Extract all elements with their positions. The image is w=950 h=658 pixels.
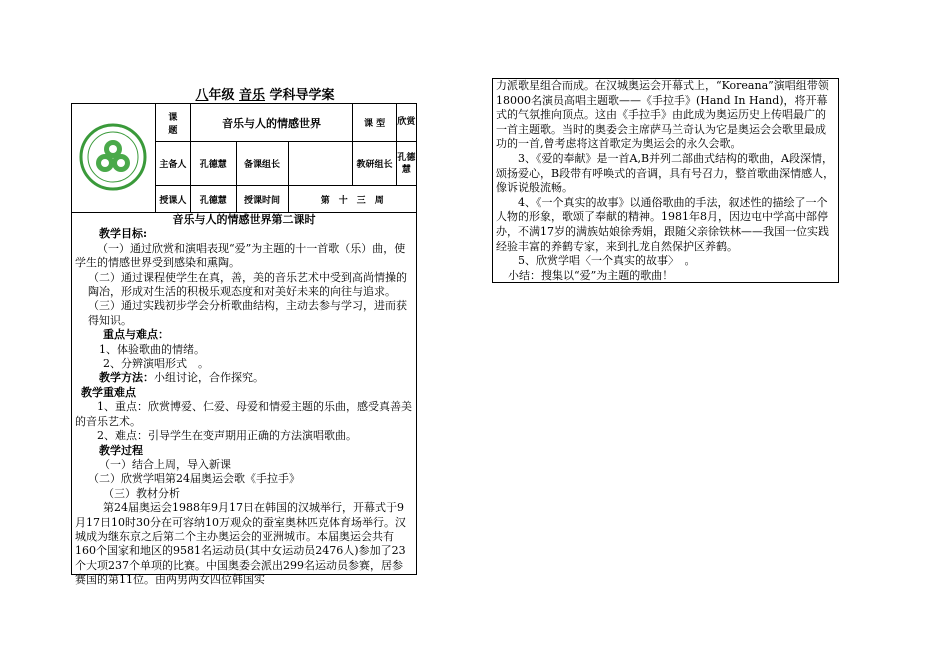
- focus-1: 1、重点：欣赏博爱、仁爱、母爱和情爱主题的乐曲，感受真善美的音乐艺术。: [75, 400, 412, 428]
- group-leader-value: [288, 142, 353, 186]
- right-item-5: 5、欣赏学唱〈一个真实的故事〉 。: [518, 254, 696, 268]
- label-type: 课 型: [353, 104, 397, 142]
- topic-value: 音乐与人的情感世界: [190, 104, 352, 142]
- label-group-leader: 备课组长: [236, 142, 288, 186]
- subject-value: 音乐: [239, 88, 266, 103]
- type-value: 欣赏: [396, 104, 416, 142]
- preparer-value: 孔德慧: [190, 142, 236, 186]
- label-teacher: 授课人: [155, 186, 190, 213]
- analysis-text: 第24届奥运会1988年9月17日在韩国的汉城举行，开幕式于9月17日10时30分在可容纳10万观众的蚕室奥林匹克体育场举行。汉城成为继东京之后第二个主办奥运会的亚洲城市。本届奥运会共有160个国家和地区的9581名运动员(其中女运动员2476人)参加了23个大项237个单项的比赛。中国奥委会派出299名运动员参赛，居参赛国的第11位。由两男两女四位韩国实: [75, 501, 406, 587]
- time-value: 第 十 三 周: [288, 186, 416, 213]
- step-3: （三）教材分析: [103, 486, 180, 500]
- right-para-2: 3、《爱的奉献》是一首A,B并列二部曲式结构的歌曲，A段深情，颂扬爱心，B段带有呼唤式的音调，具有号召力，整首歌曲深情感人，像诉说般流畅。: [496, 151, 835, 195]
- label-research-leader: 教研组长: [353, 142, 397, 186]
- key-heading: 重点与难点：: [103, 328, 169, 342]
- right-para-3: 4、《一个真实的故事》以通俗歌曲的手法，叙述性的描绘了一个人物的形象，歌颂了奉献的精神。1981年8月，因边屯中学高中部停办，不满17岁的满族姑娘徐秀娟，跟随父亲徐铁林——我国一位实践经验丰富的养鹤专家，来到扎龙自然保护区养鹤。: [496, 195, 829, 253]
- goal-2: （二）通过课程使学生在真，善，美的音乐艺术中受到高尚情操的陶冶，形成对生活的积极乐观态度和对美好未来的向往与追求。: [88, 270, 407, 299]
- teacher-value: 孔德慧: [190, 186, 236, 213]
- school-logo: [72, 104, 156, 213]
- goal-1: （一）通过欣赏和演唱表现“爱”为主题的十一首歌（乐）曲，使学生的情感世界受到感染和熏陶。: [75, 241, 406, 270]
- key-2: 2、分辨演唱形式 。: [103, 357, 209, 371]
- focus-2: 2、难点：引导学生在变声期用正确的方法演唱歌曲。: [97, 429, 357, 443]
- continued-text-box: [492, 78, 839, 283]
- step-2: （二）欣赏学唱第24届奥运会歌《手拉手》: [88, 472, 300, 486]
- label-preparer: 主备人: [155, 142, 190, 186]
- focus-heading: 教学重难点: [81, 385, 136, 399]
- grade-suffix: 年级: [208, 88, 235, 103]
- method-line: [75, 371, 413, 385]
- lesson-body: [71, 213, 417, 587]
- method-value: 小组讨论，合作探究。: [154, 371, 264, 385]
- step-1: （一）结合上周，导入新课: [99, 457, 231, 471]
- summary: 小结：搜集以“爱”为主题的歌曲！: [508, 268, 674, 282]
- document-title: [150, 84, 380, 103]
- key-1: 1、体验歌曲的情绪。: [99, 342, 205, 356]
- research-leader-value: 孔德慧: [396, 142, 416, 186]
- right-para-1: 力派歌星组合而成。在汉城奥运会开幕式上，“Koreana”演唱组带领18000名演员高唱主题歌——《手拉手》(Hand In Hand)，将开幕式的气氛推向顶点。这由《手拉手》由此成为奥运历史上传唱最广的一首主题歌。当时的奥委会主席萨马兰奇认为它是奥运会会歌里最成功的一首,曾考虑将这首歌定为奥运会的永久会歌。: [496, 79, 829, 151]
- method-label: 教学方法：: [99, 371, 154, 385]
- label-time: 授课时间: [236, 186, 288, 213]
- process-heading: 教学过程: [99, 443, 143, 457]
- goal-3: （三）通过实践初步学会分析歌曲结构，主动去参与学习，进而获得知识。: [88, 299, 407, 327]
- lesson-subtitle: 音乐与人的情感世界第二课时: [172, 213, 316, 226]
- title-rest: 学科导学案: [269, 88, 335, 103]
- school-logo-icon: [77, 109, 149, 205]
- goals-heading: 教学目标:: [99, 227, 148, 241]
- grade-value: 八: [195, 88, 209, 103]
- header-table: [71, 103, 417, 213]
- label-topic: 课 题: [155, 104, 190, 142]
